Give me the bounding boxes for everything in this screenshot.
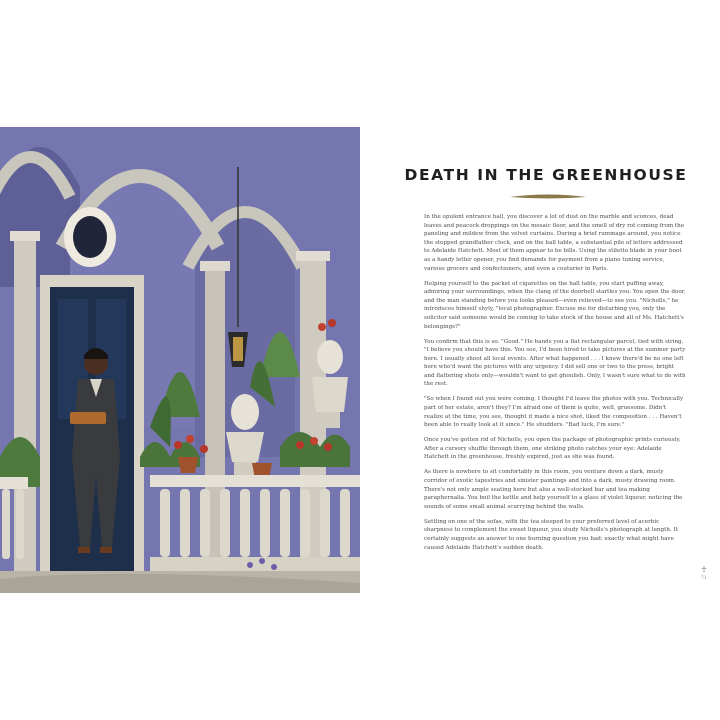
paragraph: Helping yourself to the packet of cigarettes on the hall table, you start puffing away, admiring your surroundings, when the clang of the doorbell startles you. You open the door, and the man standing before you looks pleased—even relieved—to see you. "Nicholls," he introduces himself shyly, "local photographer. Excuse me for disturbing you, only the solicitor said someone would be coming to take stock of the house and all of Ms. Hatchett's belongings?" (424, 280, 686, 330)
page-number: 71 (701, 576, 707, 581)
ankh-ornament-icon: ☥ (701, 565, 707, 574)
paragraph: Once you've gotten rid of Nicholls, you open the package of photographic prints curiously. After a cursory shuffle through them, one striking photo catches your eye: Adelaide Hatchett in the greenhouse, freshly expired, just as she was found. (424, 437, 681, 461)
title-flourish (508, 193, 588, 201)
paragraph: In the opulent entrance hall, you discover a lot of dust on the marble and sconces, dead leaves and peacock droppings on the mosaic floor, and the smell of dry rot coming from the paneling and mildew from the velvet curtains. During a brief rummage around, you notice the stopped grandfather clock, and on the hall table, a substantial pile of letters addressed to Adelaide Hatchett. Most of them appear to be bills. Using the stiletto blade in your boot as a handy letter opener, you find demands for payment from a piano tuning service, various grocers and confectioners, and even a couturier in Paris. (424, 214, 685, 272)
chapter-title: DEATH IN THE GREENHOUSE (404, 166, 688, 184)
paragraph: As there is nowhere to sit comfortably in this room, you venture down a dark, musty corridor of exotic tapestries and sinister paintings and into a dark, musty drawing room. There's not only ample seating here but also a well-stocked bar and tea making paraphernalia. You boil the kettle and help yourself to a glass of violet liqueur, noticing the sounds of some small animal scurrying behind the walls. (424, 469, 683, 510)
paragraph: You confirm that this is so. "Good." He hands you a flat rectangular parcel, tied with string. "I believe you should have this. You see, I'd been hired to take pictures at the summer party here. I usually shoot all local events. After what happened . . . I knew there'd be no one left here who'd want the pictures with any urgency. I did sell one or two to the press, bright and flattering shots only—wouldn't want to get ghoulish. Only, I wasn't sure what to do with the rest. (424, 338, 686, 388)
greenhouse-illustration (0, 127, 360, 593)
paragraph: Settling on one of the sofas, with the tea steeped to your preferred level of acerbic sharpness to complement the sweet liqueur, you study Nicholls's photograph at length. It certainly suggests an answer to one burning question you had: exactly what might have caused Adelaide Hatchett's sudden death. (424, 518, 678, 551)
chapter-body (424, 213, 686, 559)
paragraph: "So when I found out you were coming, I thought I'd leave the photos with you. Technically part of her estate, aren't they? I'm afraid one of them is quite, well, gruesome. Didn't realize at the time, you see, thought it made a nice shot, liked the composition . . . Haven't been able to really look at it since." He shudders. "Bad luck, I'm sure." (424, 396, 684, 429)
